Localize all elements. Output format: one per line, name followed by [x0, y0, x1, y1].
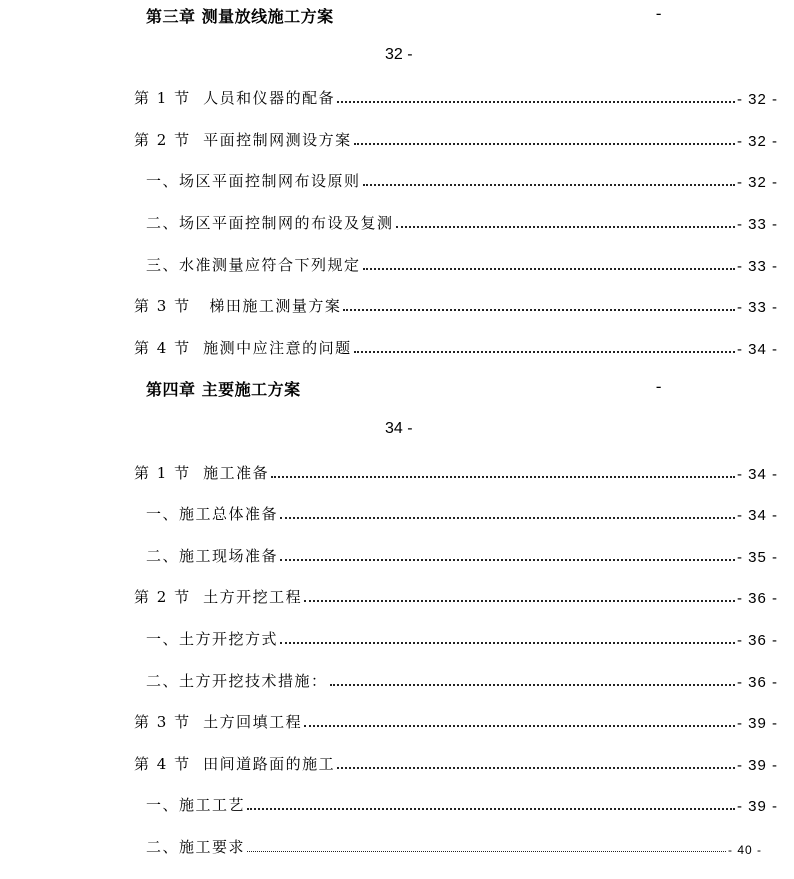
toc-entry-page: - 33 -	[736, 299, 778, 316]
toc-entry-page: - 36 -	[736, 632, 778, 649]
dot-leader	[354, 143, 735, 145]
chapter-heading[interactable]	[146, 377, 666, 401]
chapter-dash: -	[655, 4, 662, 23]
toc-entry-label: 二、场区平面控制网的布设及复测	[146, 214, 394, 232]
chapter-dash: -	[655, 377, 662, 396]
toc-entry-page: - 40 -	[727, 843, 762, 857]
dot-leader	[304, 725, 735, 727]
toc-entry-subsection[interactable]	[146, 669, 778, 691]
dot-leader	[343, 309, 735, 311]
toc-entry-page: - 34 -	[736, 466, 778, 483]
dot-leader	[337, 767, 735, 769]
toc-entry-label: 第 2 节 平面控制网测设方案	[134, 131, 352, 149]
toc-entry-page: - 39 -	[736, 757, 778, 774]
dot-leader	[363, 268, 735, 270]
toc-entry-section[interactable]	[134, 710, 778, 732]
toc-entry-subsection[interactable]	[146, 627, 778, 649]
dot-leader	[247, 808, 735, 810]
toc-entry-subsection[interactable]	[146, 253, 778, 275]
toc-entry-section[interactable]	[134, 461, 778, 483]
toc-entry-section[interactable]	[134, 585, 778, 607]
toc-entry-label: 一、场区平面控制网布设原则	[146, 172, 361, 190]
toc-entry-page: - 36 -	[736, 674, 778, 691]
dot-leader	[363, 184, 735, 186]
toc-entry-label: 第 3 节 梯田施工测量方案	[134, 297, 342, 315]
toc-entry-label: 第 4 节 施测中应注意的问题	[134, 339, 352, 357]
toc-entry-page: - 34 -	[736, 341, 778, 358]
toc-entry-page: - 36 -	[736, 590, 778, 607]
dot-leader	[354, 351, 735, 353]
dot-leader	[280, 559, 735, 561]
dot-leader	[396, 226, 735, 228]
toc-entry-label: 一、施工总体准备	[146, 505, 279, 523]
toc-entry-page: - 32 -	[736, 133, 778, 150]
dot-leader	[280, 642, 735, 644]
toc-entry-label: 一、施工工艺	[146, 796, 246, 814]
toc-entry-section[interactable]	[134, 128, 778, 150]
toc-entry-section[interactable]	[134, 336, 778, 358]
toc-entry-subsection[interactable]	[146, 544, 778, 566]
toc-entry-subsection[interactable]	[146, 502, 778, 524]
toc-entry-page: - 35 -	[736, 549, 778, 566]
toc-entry-section[interactable]	[134, 752, 778, 774]
dot-leader	[304, 600, 735, 602]
toc-entry-label: 二、施工要求	[146, 838, 246, 856]
toc-entry-page: - 32 -	[736, 174, 778, 191]
toc-entry-label: 第 1 节 施工准备	[134, 464, 270, 482]
dot-leader	[330, 684, 735, 686]
dot-leader	[271, 476, 735, 478]
dot-leader	[280, 517, 735, 519]
toc-entry-subsection[interactable]	[146, 835, 762, 857]
toc-entry-label: 三、水准测量应符合下列规定	[146, 256, 361, 274]
chapter-title: 第四章 主要施工方案	[146, 380, 301, 399]
toc-entry-page: - 39 -	[736, 798, 778, 815]
toc-entry-page: - 32 -	[736, 91, 778, 108]
chapter-heading[interactable]	[146, 4, 666, 28]
toc-entry-label: 第 3 节 土方回填工程	[134, 713, 303, 731]
dot-leader	[337, 101, 735, 103]
toc-entry-subsection[interactable]	[146, 211, 778, 233]
toc-entry-page: - 33 -	[736, 216, 778, 233]
toc-entry-section[interactable]	[134, 86, 778, 108]
toc-entry-label: 二、施工现场准备	[146, 547, 279, 565]
toc-entry-page: - 39 -	[736, 715, 778, 732]
toc-entry-section[interactable]	[134, 294, 778, 316]
toc-entry-label: 第 1 节 人员和仪器的配备	[134, 89, 336, 107]
toc-entry-label: 二、土方开挖技术措施：	[146, 672, 328, 690]
toc-entry-page: - 34 -	[736, 507, 778, 524]
toc-entry-label: 第 2 节 土方开挖工程	[134, 588, 303, 606]
toc-entry-subsection[interactable]	[146, 793, 778, 815]
toc-entry-page: - 33 -	[736, 258, 778, 275]
toc-entry-label: 一、土方开挖方式	[146, 630, 279, 648]
chapter-page-number: 32 -	[385, 46, 413, 63]
toc-entry-label: 第 4 节 田间道路面的施工	[134, 755, 336, 773]
chapter-page-number: 34 -	[385, 420, 413, 437]
chapter-title: 第三章 测量放线施工方案	[146, 7, 334, 26]
dot-leader	[247, 851, 726, 852]
toc-entry-subsection[interactable]	[146, 169, 778, 191]
